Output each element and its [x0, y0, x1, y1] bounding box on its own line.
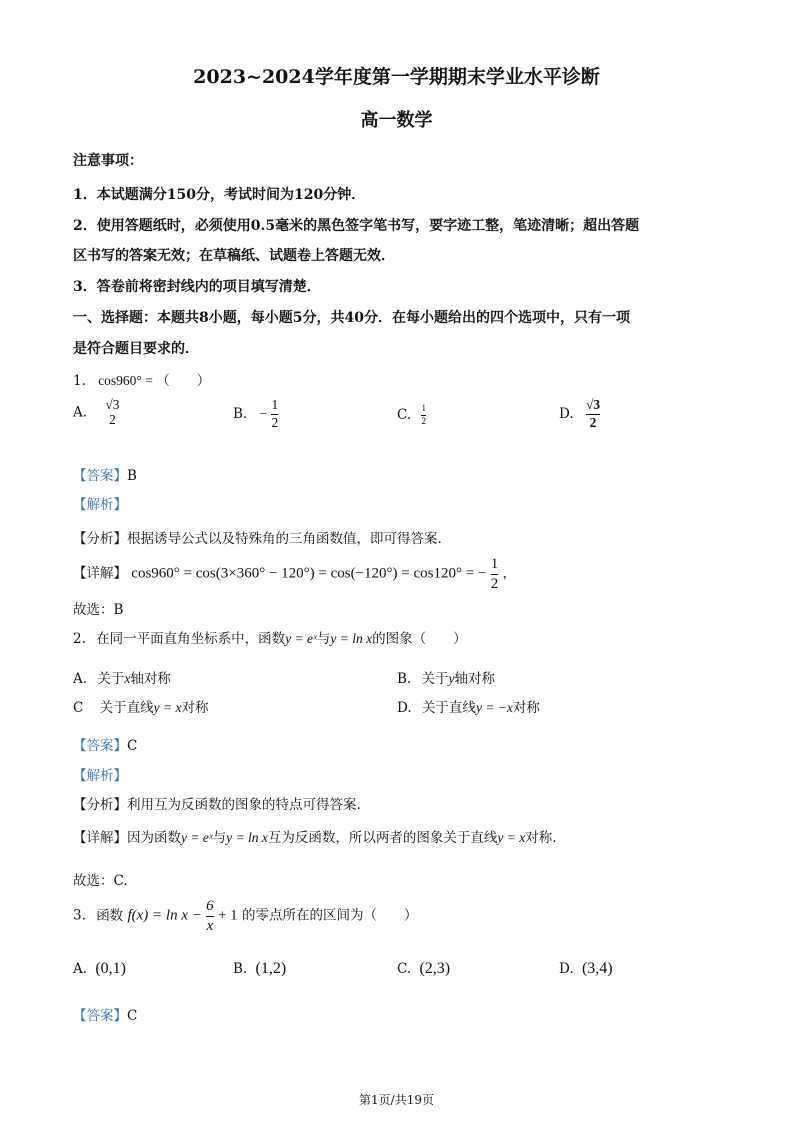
- option-label: A.: [73, 404, 88, 421]
- fraction: $\frac{1}{2}$: [421, 403, 426, 426]
- question-number: 2.: [73, 631, 86, 647]
- question-2: 2. 在同一平面直角坐标系中，函数y = eˣ与y = ln x的图象（ ）: [73, 631, 467, 647]
- fraction: $\frac{√3}{2}$: [585, 397, 601, 430]
- notes-heading: 注意事项：: [73, 153, 143, 169]
- option-label: D.: [559, 405, 574, 422]
- fraction: $\frac{6}{x}$: [206, 898, 214, 934]
- section-heading-line1: 一、选择题：本题共8小题，每小题5分，共40分．在每小题给出的四个选项中，只有一项: [73, 310, 630, 326]
- option-label: C.: [397, 406, 412, 423]
- q1-analysis-label: 【解析】: [73, 497, 127, 513]
- q1-option-a: [73, 398, 120, 428]
- q2-detail: 【详解】因为函数y = eˣ与y = ln x互为反函数，所以两者的图象关于直线y = x对称.: [73, 830, 557, 846]
- q1-option-b: B. − $\frac{1}{2}$: [233, 397, 279, 430]
- q3-option-b: B. (1,2): [233, 960, 287, 977]
- notes-item-2-line1: 2．使用答题纸时，必须使用0.5毫米的黑色签字笔书写，要字迹工整，笔迹清晰；超出答题: [73, 218, 640, 234]
- q1-answer: 【答案】B: [73, 468, 137, 484]
- page-number: 第1页/共19页: [359, 1093, 434, 1107]
- q1-option-d: [559, 398, 600, 431]
- fraction: $\frac{1}{2}$: [490, 556, 499, 592]
- q3-answer: 【答案】C: [73, 1008, 138, 1024]
- fraction: √3 2: [105, 397, 120, 427]
- notes-item-1: 1．本试题满分150分，考试时间为120分钟．: [73, 187, 366, 203]
- section-heading-line2: 是符合题目要求的．: [73, 341, 199, 357]
- page-subtitle: 高一数学: [360, 110, 433, 131]
- q2-option-c: C 关于直线y = x对称: [73, 700, 209, 716]
- q2-choice: 故选：C.: [73, 873, 128, 889]
- question-number: 3.: [73, 907, 86, 924]
- q2-option-b: B. 关于y轴对称: [397, 671, 496, 687]
- q2-answer: 【答案】C: [73, 738, 138, 754]
- option-label: B.: [233, 405, 248, 422]
- q3-option-d: D. (3,4): [559, 960, 613, 977]
- question-1: [73, 369, 210, 389]
- fraction: $\frac{1}{2}$: [271, 397, 279, 430]
- q3-option-a: A. (0,1): [73, 960, 126, 977]
- page-title: 2023~2024学年度第一学期期末学业水平诊断: [193, 66, 600, 88]
- notes-item-2-line2: 区书写的答案无效；在草稿纸、试题卷上答题无效．: [73, 248, 395, 264]
- question-3: 3. 函数 f(x) = ln x − $\frac{6}{x}$ + 1 的零点所在的区间为（ ）: [73, 898, 418, 934]
- q2-fenxi: 【分析】利用互为反函数的图象的特点可得答案.: [73, 797, 361, 813]
- question-stem: cos960° = （ ）: [98, 373, 211, 388]
- q1-detail: 【详解】 cos960° = cos(3×360° − 120°) = cos(−120°) = cos120° = − $\frac{1}{2}$ ，: [73, 556, 517, 592]
- q1-option-c: [397, 404, 426, 427]
- q2-option-a: A. 关于x轴对称: [73, 671, 171, 687]
- q2-analysis-label: 【解析】: [73, 768, 127, 784]
- q2-option-d: D. 关于直线y = −x对称: [397, 700, 540, 716]
- question-number: 1.: [73, 373, 86, 389]
- notes-item-3: 3．答卷前将密封线内的项目填写清楚．: [73, 279, 321, 295]
- q1-fenxi: 【分析】根据诱导公式以及特殊角的三角函数值，即可得答案.: [73, 531, 442, 547]
- q3-option-c: C. (2,3): [397, 960, 451, 977]
- q1-choice: 故选：B: [73, 602, 124, 618]
